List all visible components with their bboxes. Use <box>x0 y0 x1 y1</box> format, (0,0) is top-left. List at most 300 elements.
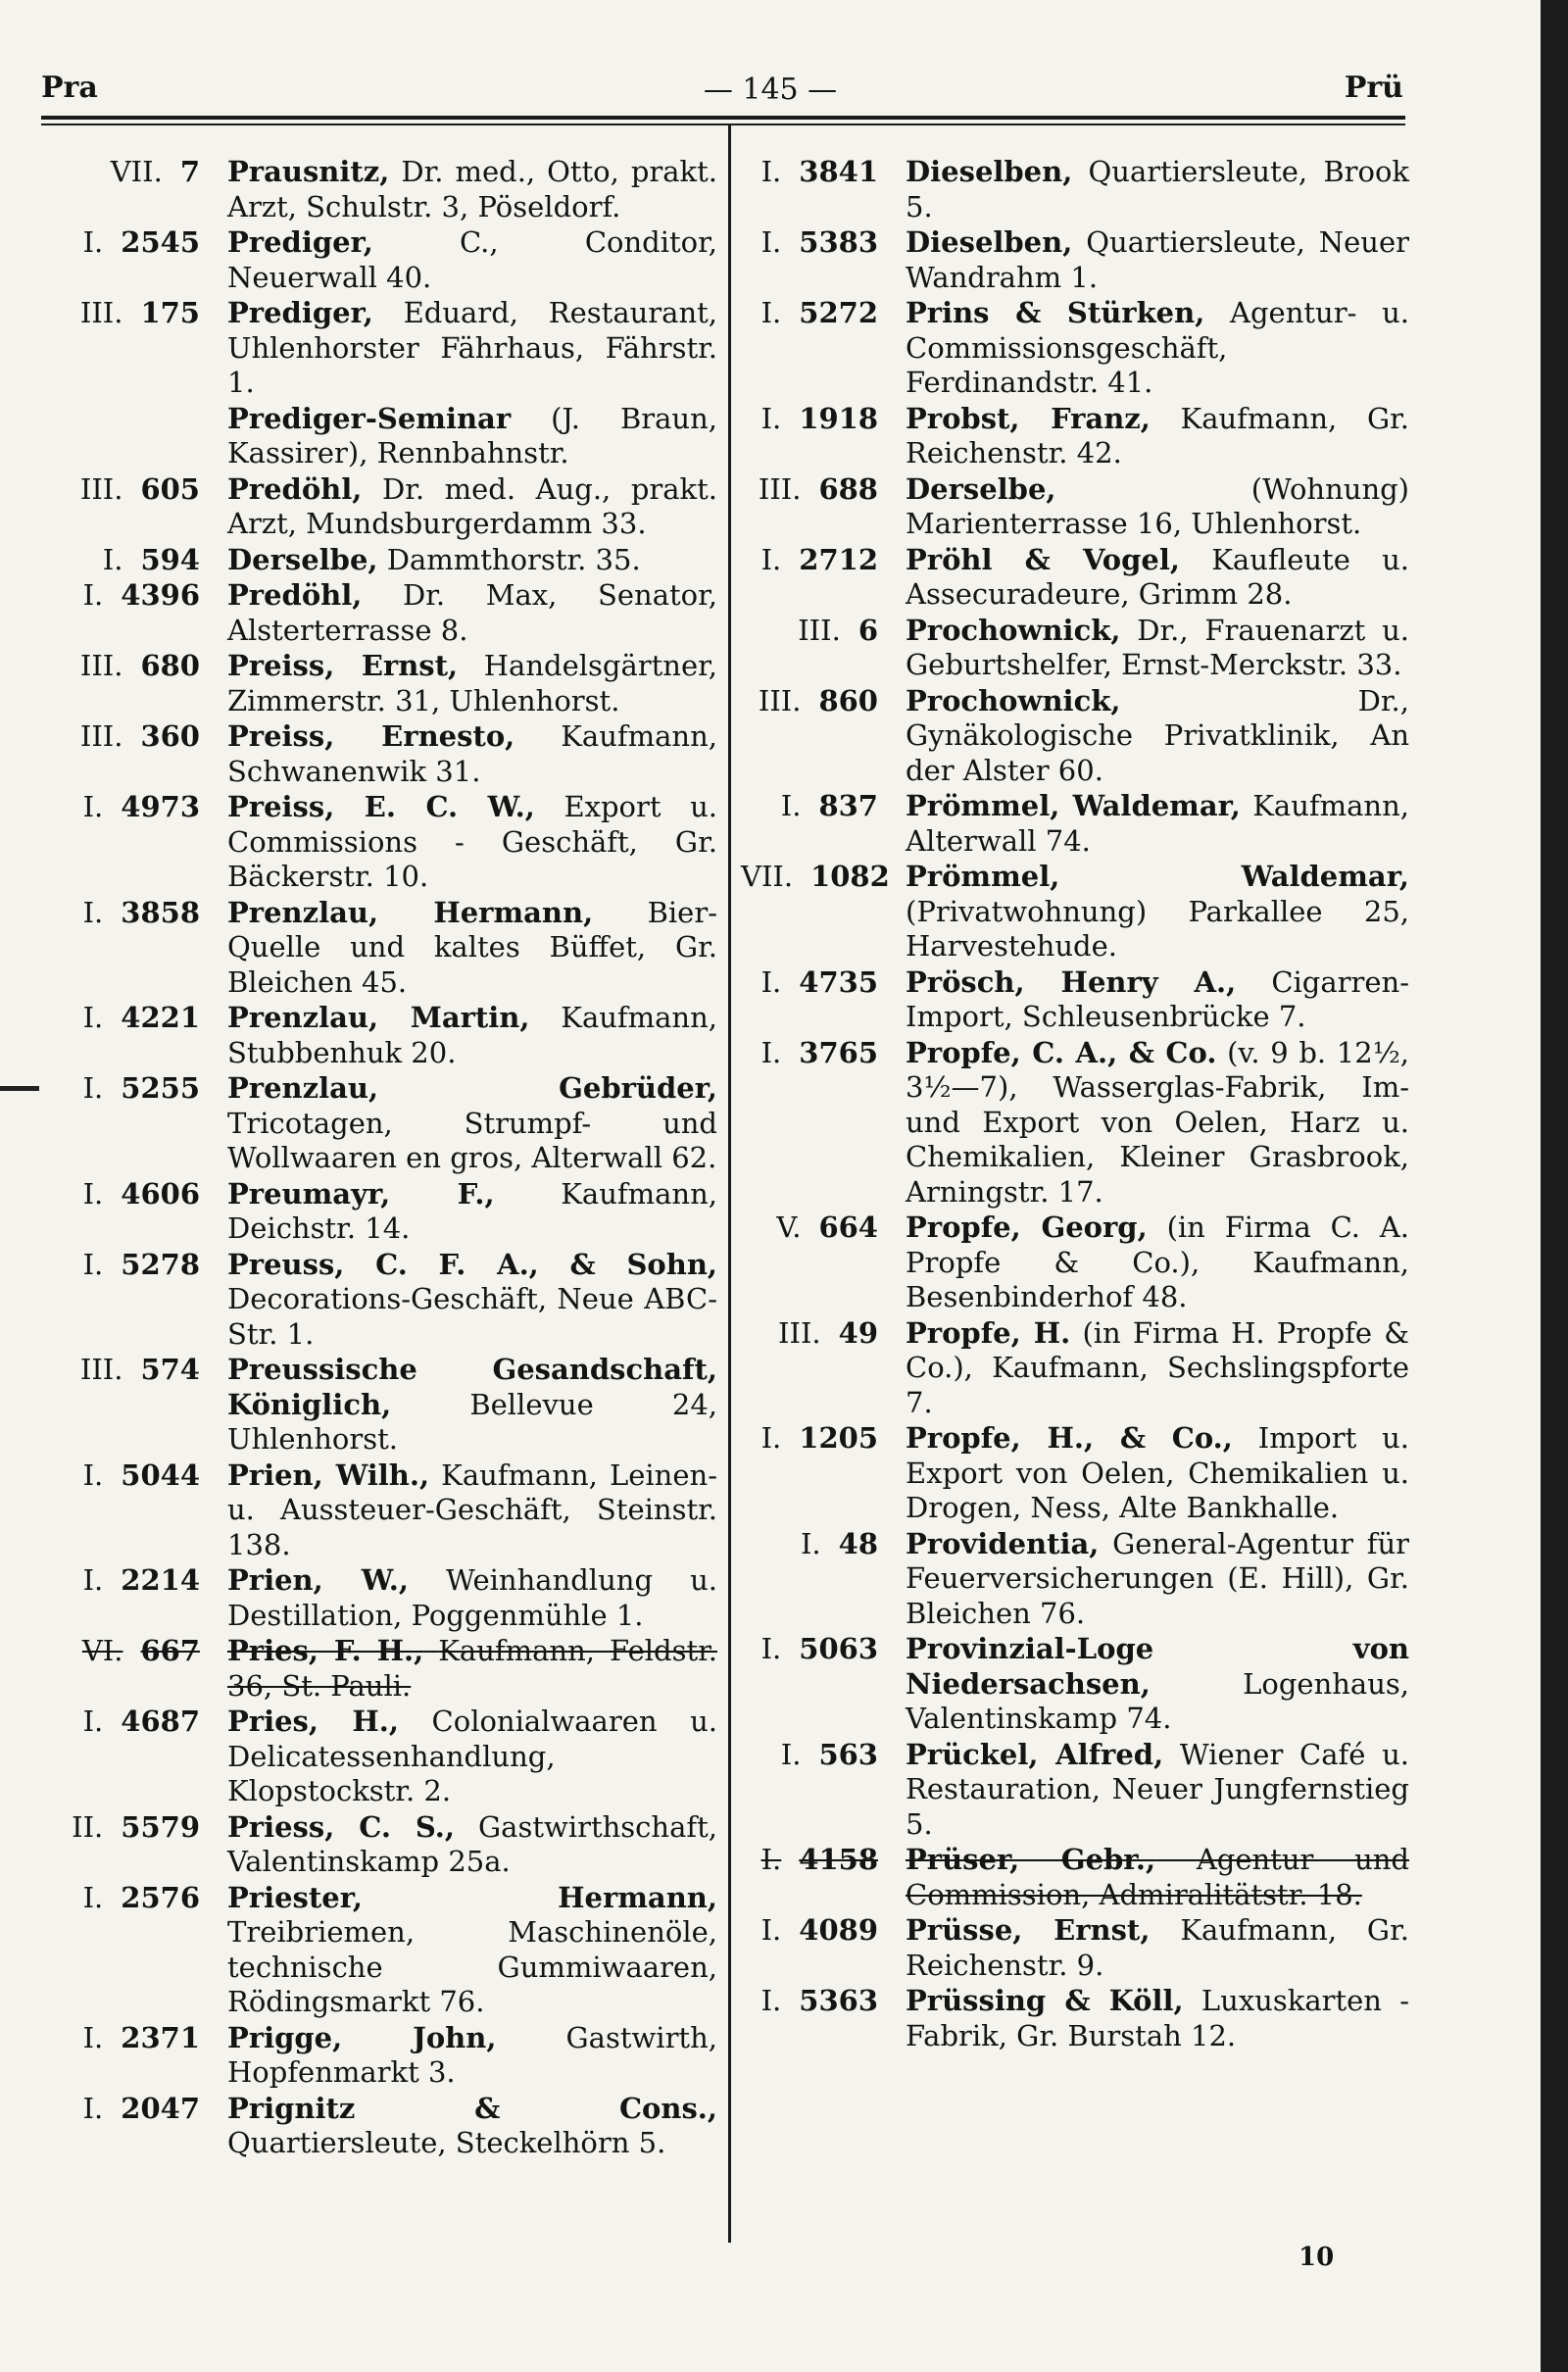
entry-text <box>227 649 717 718</box>
entry-number <box>741 1211 906 1315</box>
entry-details: (in Firma H. Propfe & Co.), Kaufmann, Sechslingspforte 7. <box>906 1315 1410 1419</box>
entry-district: III. <box>79 1353 123 1386</box>
entry-name: Prenzlau, Gebrüder, <box>227 1071 717 1105</box>
entry-name: Priess, C. S., <box>227 1809 455 1844</box>
entry-district: III. <box>79 296 123 329</box>
scan-border <box>1541 0 1568 2372</box>
entry-district: I. <box>760 542 782 576</box>
entry-number <box>741 225 906 295</box>
entry-district: VI. <box>81 1634 123 1667</box>
entry-text <box>906 1316 1409 1421</box>
entry-district: I. <box>82 790 104 823</box>
entry-phone-number: 5579 <box>121 1809 200 1844</box>
entry-phone-number: 594 <box>140 542 200 576</box>
entry-details: Dammthorstr. 35. <box>386 542 641 576</box>
entry-name: Predöhl, <box>227 471 363 506</box>
directory-entry <box>741 402 1409 471</box>
entry-number <box>41 1248 227 1353</box>
directory-entry <box>41 225 717 295</box>
entry-details: Dr. med., Otto, prakt. Arzt, Schulstr. 3, Pöseldorf. <box>227 155 718 223</box>
entry-text <box>906 1036 1409 1211</box>
entry-name: Derselbe, <box>906 471 1056 506</box>
entry-details: Luxuskarten - Fabrik, Gr. Burstah 12. <box>906 1984 1409 2052</box>
entry-number <box>741 789 906 859</box>
entry-district: I. <box>760 1421 782 1455</box>
entry-details: Eduard, Restaurant, Uhlenhorster Fährhaus, Fährstr. 1. <box>227 296 717 399</box>
entry-phone-number: 175 <box>140 296 200 329</box>
entry-name: Prömmel, Waldemar, <box>906 789 1241 822</box>
entry-number <box>741 472 906 542</box>
entry-details: Wiener Café u. Restauration, Neuer Jungfernstieg 5. <box>906 1737 1409 1841</box>
entry-text <box>906 1984 1409 2053</box>
entry-text <box>227 296 717 401</box>
entry-number <box>41 1071 227 1176</box>
entry-number <box>741 402 906 471</box>
entry-name: Prignitz & Cons., <box>227 2091 717 2125</box>
entry-details: Logenhaus, Valentinskamp 74. <box>906 1666 1409 1735</box>
entry-name: Prömmel, Waldemar, <box>906 860 1409 893</box>
entry-phone-number: 667 <box>140 1634 200 1667</box>
entry-phone-number: 5255 <box>121 1071 200 1105</box>
entry-text <box>227 1810 717 1880</box>
column-divider <box>728 125 731 2243</box>
entry-name: Prins & Stürken, <box>906 296 1205 329</box>
entry-number <box>41 402 227 471</box>
directory-entry <box>41 472 717 542</box>
directory-entry <box>41 543 717 578</box>
entry-details: Decorations-Geschäft, Neue ABC-Str. 1. <box>227 1282 717 1351</box>
entry-details: Cigarren-Import, Schleusenbrücke 7. <box>906 964 1410 1033</box>
entry-details: Dr., Frauenarzt u. Geburtshelfer, Ernst-Merckstr. 33. <box>906 613 1409 681</box>
entry-phone-number: 2712 <box>799 542 878 576</box>
entry-details: Colonialwaaren u. Delicatessenhandlung, Klopstockstr. 2. <box>227 1705 717 1807</box>
entry-name: Prigge, John, <box>227 2020 497 2054</box>
entry-text <box>906 1527 1409 1632</box>
entry-details: Quartiersleute, Neuer Wandrahm 1. <box>906 225 1409 294</box>
entry-text <box>906 472 1409 542</box>
entry-phone-number: 860 <box>818 683 878 717</box>
entry-district: I. <box>760 1984 782 2017</box>
entry-district: II. <box>72 1809 104 1844</box>
entry-district: I. <box>760 1843 782 1876</box>
directory-entry <box>41 296 717 401</box>
entry-phone-number: 4221 <box>121 1001 200 1034</box>
entry-number <box>41 1458 227 1563</box>
entry-name: Prediger, <box>227 225 373 259</box>
entry-name: Prückel, Alfred, <box>906 1737 1164 1771</box>
directory-entry <box>41 1634 717 1704</box>
entry-text <box>906 860 1409 964</box>
entry-district: VII. <box>741 860 794 893</box>
directory-entry <box>741 1913 1409 1983</box>
margin-mark <box>0 1086 39 1091</box>
directory-entry <box>41 1353 717 1458</box>
entry-name: Prausnitz, <box>227 155 390 188</box>
entry-number <box>741 1527 906 1632</box>
directory-entry <box>41 896 717 1001</box>
entry-phone-number: 7 <box>179 155 200 188</box>
right-column <box>741 155 1409 2054</box>
entry-phone-number: 4089 <box>799 1913 878 1947</box>
entry-text <box>906 1211 1409 1315</box>
entry-phone-number: 680 <box>140 649 200 682</box>
entry-phone-number: 1082 <box>810 860 890 893</box>
entry-details: Agentur und Commission, Admiralitätstr. 18. <box>906 1843 1409 1911</box>
entry-phone-number: 5278 <box>121 1247 200 1281</box>
header-rule-thick <box>41 116 1405 120</box>
entry-number <box>41 543 227 578</box>
entry-number <box>741 1913 906 1983</box>
entry-text <box>906 1632 1409 1737</box>
entry-name: Dieselben, <box>906 155 1073 188</box>
entry-details: Kaufmann, Alterwall 74. <box>906 789 1409 858</box>
directory-entry <box>741 472 1409 542</box>
entry-district: I. <box>82 1880 104 1914</box>
entry-details: C., Conditor, Neuerwall 40. <box>227 225 717 294</box>
entry-number <box>41 1353 227 1458</box>
entry-district: I. <box>760 1035 782 1069</box>
directory-entry <box>41 402 717 471</box>
entry-details: Export u. Commissions - Geschäft, Gr. Bäckerstr. 10. <box>227 790 718 893</box>
entry-name: Prüsse, Ernst, <box>906 1913 1151 1947</box>
entry-name: Provinzial-Loge von Niedersachsen, <box>906 1632 1409 1701</box>
entry-number <box>741 1738 906 1843</box>
directory-entry <box>41 1458 717 1563</box>
entry-district: I. <box>82 2020 104 2054</box>
entry-phone-number: 5272 <box>799 296 878 329</box>
entry-district: I. <box>760 155 782 188</box>
entry-number <box>41 1177 227 1247</box>
entry-details: (Privatwohnung) Parkallee 25, Harvestehude. <box>906 894 1409 963</box>
entry-district: III. <box>758 683 802 717</box>
entry-number <box>41 649 227 718</box>
entry-number <box>41 472 227 542</box>
entry-number <box>41 1881 227 2020</box>
entry-details: (v. 9 b. 12½, 3½—7), Wasserglas-Fabrik, Im- und Export von Oelen, Harz u. Chemikalien, Kleiner Grasbrook, Arningstr. 17. <box>906 1035 1410 1209</box>
entry-text <box>227 1248 717 1353</box>
entry-name: Propfe, H. <box>906 1315 1071 1350</box>
entry-text <box>227 472 717 542</box>
entry-text <box>906 1843 1409 1912</box>
directory-entry <box>41 649 717 718</box>
entry-name: Prenzlau, Hermann, <box>227 895 594 929</box>
entry-number <box>41 1563 227 1633</box>
entry-details: Weinhandlung u. Destillation, Poggenmühle 1. <box>227 1563 717 1632</box>
entry-phone-number: 2047 <box>121 2091 200 2125</box>
entry-name: Preumayr, F., <box>227 1176 495 1211</box>
header-left-keyword: Pra <box>41 71 98 105</box>
entry-district: I. <box>82 895 104 929</box>
entry-district: I. <box>760 1913 782 1947</box>
entry-text <box>906 1913 1409 1983</box>
entry-number <box>741 155 906 224</box>
entry-number <box>41 1634 227 1704</box>
entry-phone-number: 688 <box>818 471 878 506</box>
entry-phone-number: 6 <box>858 613 878 647</box>
entry-phone-number: 360 <box>140 719 200 753</box>
entry-name: Pries, F. H., <box>227 1634 424 1667</box>
entry-phone-number: 605 <box>140 471 200 506</box>
entry-district: V. <box>776 1211 802 1244</box>
entry-district: I. <box>82 1071 104 1105</box>
entry-details: Dr. Max, Senator, Alsterterrasse 8. <box>227 578 717 647</box>
entry-text <box>906 543 1409 613</box>
entry-details: General-Agentur für Feuerversicherungen (E. Hill), Gr. Bleichen 76. <box>906 1526 1409 1630</box>
entry-phone-number: 5044 <box>121 1458 200 1492</box>
entry-district: I. <box>82 1563 104 1597</box>
directory-entry <box>741 684 1409 789</box>
entry-text <box>227 2021 717 2091</box>
directory-entry <box>741 1036 1409 1211</box>
entry-details: Agentur- u. Commissionsgeschäft, Ferdinandstr. 41. <box>906 296 1409 399</box>
entry-name: Preiss, E. C. W., <box>227 790 535 823</box>
entry-name: Prüser, Gebr., <box>906 1843 1156 1876</box>
entry-text <box>227 719 717 789</box>
entry-phone-number: 49 <box>838 1315 878 1350</box>
entry-district: I. <box>760 296 782 329</box>
entry-text <box>906 296 1409 401</box>
entry-number <box>41 896 227 1001</box>
entry-district: I. <box>780 1737 802 1771</box>
entry-phone-number: 4158 <box>799 1843 878 1876</box>
entry-phone-number: 48 <box>838 1526 878 1560</box>
directory-entry <box>41 1563 717 1633</box>
entry-details: (in Firma C. A. Propfe & Co.), Kaufmann, Besenbinderhof 48. <box>906 1211 1409 1313</box>
entry-text <box>227 155 717 224</box>
entry-text <box>906 684 1409 789</box>
entry-number <box>41 155 227 224</box>
directory-entry <box>741 225 1409 295</box>
directory-entry <box>41 155 717 224</box>
entry-text <box>906 1738 1409 1843</box>
entry-number <box>41 1810 227 1880</box>
entry-details: Handelsgärtner, Zimmerstr. 31, Uhlenhorst. <box>227 649 717 717</box>
entry-number <box>741 1843 906 1912</box>
directory-entry <box>41 1071 717 1176</box>
entry-phone-number: 4973 <box>121 790 200 823</box>
entry-details: Kaufmann, Gr. Reichenstr. 9. <box>906 1913 1409 1982</box>
entry-district: I. <box>800 1526 821 1560</box>
entry-number <box>41 2021 227 2091</box>
directory-entry <box>741 1316 1409 1421</box>
entry-number <box>741 684 906 789</box>
directory-entry <box>741 1984 1409 2053</box>
entry-name: Prochownick, <box>906 683 1121 717</box>
entry-number <box>741 1632 906 1737</box>
entry-number <box>741 614 906 683</box>
entry-name: Preussische Gesandschaft, Königlich, <box>227 1353 717 1421</box>
entry-text <box>227 2092 717 2161</box>
entry-name: Dieselben, <box>906 225 1073 259</box>
entry-phone-number: 2545 <box>121 225 200 259</box>
entry-number <box>41 296 227 401</box>
entry-name: Priester, Hermann, <box>227 1880 717 1914</box>
entry-number <box>41 790 227 895</box>
entry-number <box>41 1705 227 1809</box>
entry-number <box>741 965 906 1035</box>
entry-name: Preiss, Ernst, <box>227 649 459 682</box>
entry-phone-number: 3765 <box>799 1035 878 1069</box>
entry-district: I. <box>82 2091 104 2125</box>
directory-entry <box>41 2021 717 2091</box>
entry-details: Kaufmann, Deichstr. 14. <box>227 1176 717 1245</box>
entry-text <box>227 402 717 471</box>
entry-text <box>227 790 717 895</box>
entry-district: I. <box>82 1458 104 1492</box>
entry-number <box>41 2092 227 2161</box>
entry-district: I. <box>760 964 782 999</box>
entry-details: Quartiersleute, Brook 5. <box>906 155 1409 223</box>
entry-text <box>227 1458 717 1563</box>
entry-name: Prien, Wilh., <box>227 1458 430 1492</box>
entry-text <box>227 1705 717 1809</box>
entry-phone-number: 837 <box>818 789 878 822</box>
entry-text <box>227 1634 717 1704</box>
entry-name: Pröhl & Vogel, <box>906 542 1180 576</box>
entry-phone-number: 1918 <box>799 401 878 435</box>
entry-number <box>741 296 906 401</box>
entry-details: Treibriemen, Maschinenöle, technische Gummiwaaren, Rödingsmarkt 76. <box>227 1915 717 2018</box>
entry-text <box>227 1071 717 1176</box>
entry-text <box>906 225 1409 295</box>
directory-entry <box>741 965 1409 1035</box>
entry-phone-number: 4606 <box>121 1176 200 1211</box>
entry-phone-number: 2576 <box>121 1880 200 1914</box>
entry-district: I. <box>760 401 782 435</box>
entry-district: III. <box>778 1315 821 1350</box>
entry-number <box>741 1984 906 2053</box>
entry-details: Quartiersleute, Steckelhörn 5. <box>227 2126 666 2159</box>
entry-district: I. <box>82 1247 104 1281</box>
directory-entry <box>41 790 717 895</box>
directory-entry <box>41 1881 717 2020</box>
entry-text <box>227 1353 717 1458</box>
entry-district: I. <box>82 1001 104 1034</box>
directory-entry <box>741 1843 1409 1912</box>
entry-phone-number: 5363 <box>799 1984 878 2017</box>
entry-text <box>906 1421 1409 1526</box>
directory-entry <box>41 578 717 648</box>
entry-name: Prüssing & Köll, <box>906 1984 1184 2017</box>
entry-text <box>227 543 717 578</box>
entry-name: Prochownick, <box>906 613 1121 647</box>
entry-text <box>227 578 717 648</box>
directory-entry <box>741 1211 1409 1315</box>
entry-name: Propfe, C. A., & Co. <box>906 1035 1217 1069</box>
signature-mark: 10 <box>1298 2243 1335 2272</box>
entry-phone-number: 2371 <box>121 2020 200 2054</box>
directory-entry <box>41 719 717 789</box>
entry-district: I. <box>760 225 782 259</box>
entry-details: Import u. Export von Oelen, Chemikalien u. Drogen, Ness, Alte Bankhalle. <box>906 1421 1409 1524</box>
entry-district: I. <box>102 542 123 576</box>
entry-text <box>906 155 1409 224</box>
entry-text <box>227 896 717 1001</box>
directory-entry <box>741 1738 1409 1843</box>
directory-entry <box>741 296 1409 401</box>
left-column <box>41 155 717 2162</box>
entry-district: I. <box>780 789 802 822</box>
entry-phone-number: 3858 <box>121 895 200 929</box>
entry-district: III. <box>798 613 841 647</box>
entry-name: Pries, H., <box>227 1705 399 1738</box>
entry-details: (Wohnung) Marienterrasse 16, Uhlenhorst. <box>906 471 1409 540</box>
header-rule-thin <box>41 124 1405 125</box>
entry-name: Providentia, <box>906 1526 1100 1560</box>
entry-district: III. <box>79 649 123 682</box>
entry-details: Bellevue 24, Uhlenhorst. <box>227 1387 718 1456</box>
entry-name: Preiss, Ernesto, <box>227 719 515 753</box>
entry-number <box>741 860 906 964</box>
entry-phone-number: 2214 <box>121 1563 200 1597</box>
entry-text <box>227 1881 717 2020</box>
entry-details: Bier-Quelle und kaltes Büffet, Gr. Bleichen 45. <box>227 895 717 999</box>
entry-phone-number: 5063 <box>799 1632 878 1665</box>
entry-district: III. <box>79 471 123 506</box>
entry-phone-number: 3841 <box>799 155 878 188</box>
entry-number <box>741 543 906 613</box>
entry-name: Preuss, C. F. A., & Sohn, <box>227 1247 717 1281</box>
directory-entry <box>741 789 1409 859</box>
entry-district: I. <box>760 1632 782 1665</box>
directory-entry <box>741 1527 1409 1632</box>
entry-text <box>906 402 1409 471</box>
entry-details: Kaufmann, Schwanenwik 31. <box>227 719 717 788</box>
entry-details: Gastwirthschaft, Valentinskamp 25a. <box>227 1809 717 1878</box>
header-right-keyword: Prü <box>1344 71 1403 105</box>
entry-number <box>41 225 227 295</box>
entry-phone-number: 1205 <box>799 1421 878 1455</box>
entry-details: Tricotagen, Strumpf- und Wollwaaren en gros, Alterwall 62. <box>227 1106 717 1174</box>
directory-entry <box>41 2092 717 2161</box>
directory-entry <box>41 1177 717 1247</box>
entry-details: (J. Braun, Kassirer), Rennbahnstr. <box>227 401 717 469</box>
entry-name: Prediger-Seminar <box>227 401 512 435</box>
directory-entry <box>41 1001 717 1070</box>
directory-entry <box>41 1248 717 1353</box>
entry-text <box>906 614 1409 683</box>
entry-name: Predöhl, <box>227 578 363 612</box>
entry-district: VII. <box>110 155 163 188</box>
entry-district: I. <box>82 1176 104 1211</box>
directory-entry <box>741 1632 1409 1737</box>
entry-district: I. <box>82 578 104 612</box>
entry-details: Kaufmann, Stubbenhuk 20. <box>227 1001 718 1069</box>
entry-text <box>906 965 1409 1035</box>
entry-phone-number: 4735 <box>799 964 878 999</box>
entry-phone-number: 563 <box>818 1737 878 1771</box>
entry-details: Kaufmann, Feldstr. 36, St. Pauli. <box>227 1634 718 1703</box>
directory-entry <box>741 155 1409 224</box>
directory-entry <box>41 1705 717 1809</box>
directory-entry <box>741 860 1409 964</box>
entry-phone-number: 664 <box>818 1211 878 1244</box>
entry-name: Prien, W., <box>227 1563 409 1597</box>
entry-district: I. <box>82 1705 104 1738</box>
entry-number <box>41 719 227 789</box>
entry-name: Propfe, H., & Co., <box>906 1421 1233 1455</box>
entry-details: Kaufmann, Leinen- u. Aussteuer-Geschäft, Steinstr. 138. <box>227 1458 717 1561</box>
entry-details: Kaufmann, Gr. Reichenstr. 42. <box>906 401 1410 469</box>
entry-details: Gastwirth, Hopfenmarkt 3. <box>227 2020 717 2089</box>
entry-details: Dr. med. Aug., prakt. Arzt, Mundsburgerdamm 33. <box>227 471 718 540</box>
entry-phone-number: 5383 <box>799 225 878 259</box>
entry-number <box>741 1316 906 1421</box>
entry-name: Prenzlau, Martin, <box>227 1001 530 1034</box>
directory-entry <box>741 1421 1409 1526</box>
entry-number <box>741 1036 906 1211</box>
page-number: — 145 — <box>703 73 838 107</box>
